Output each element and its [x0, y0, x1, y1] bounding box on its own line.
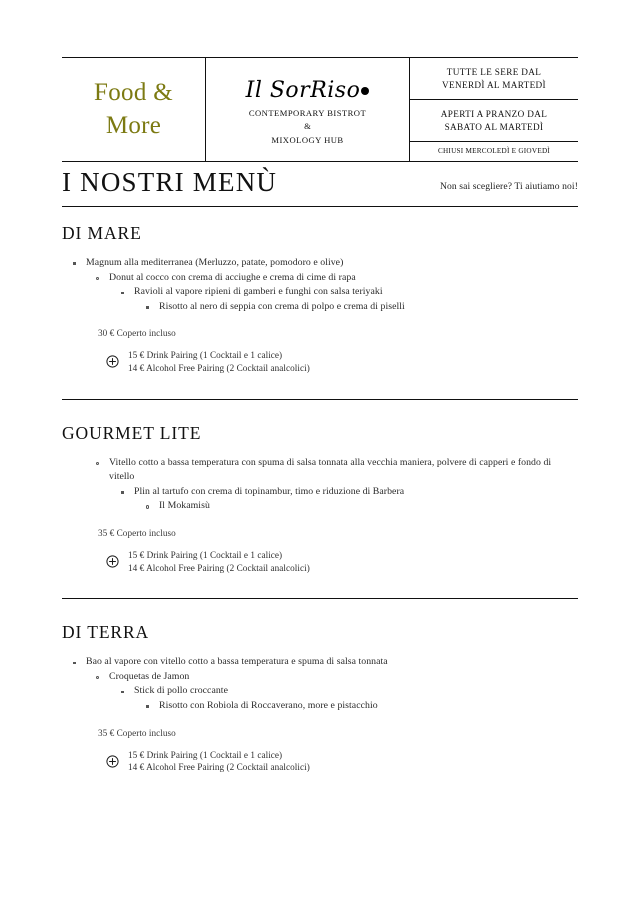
menu-item-text: Ravioli al vapore ripieni di gamberi e funghi con salsa teriyaki: [134, 286, 383, 298]
menu-item: [62, 485, 578, 500]
menu-item-text: Bao al vapore con vitello cotto a bassa temperatura e spuma di salsa tonnata: [86, 656, 388, 668]
menu-item-text: Vitello cotto a bassa temperatura con spuma di salsa tonnata alla vecchia maniera, polvere di capperi e fondo di vitello: [109, 456, 552, 483]
menu-item: [62, 670, 578, 685]
pairing-row: [98, 549, 578, 574]
menu-item-text: Magnum alla mediterranea (Merluzzo, patate, pomodoro e olive): [86, 257, 344, 268]
circled-plus-icon: [106, 755, 119, 768]
hours-lunch-line-1: APERTI A PRANZO DAL: [440, 108, 548, 119]
pairing-option: 15 € Drink Pairing (1 Cocktail e 1 calice): [128, 549, 283, 560]
logo-subtitle-line-1: CONTEMPORARY BISTROT: [248, 107, 367, 118]
section-title: GOURMET LITE: [62, 422, 202, 443]
tagline: Non sai scegliere? Ti aiutiamo noi!: [439, 181, 578, 192]
logo-script-name: [246, 78, 370, 104]
section-divider: [62, 399, 578, 400]
pairing-options: [128, 549, 310, 574]
pairing-option: 15 € Drink Pairing (1 Cocktail e 1 calice): [128, 749, 283, 760]
menu-item-list: [62, 256, 578, 314]
price-block: [62, 528, 578, 574]
hours-evening-line-1: TUTTE LE SERE DAL: [446, 66, 542, 77]
menu-item-text: Stick di pollo croccante: [134, 685, 228, 697]
hours-closed: CHIUSI MERCOLEDÌ E GIOVEDÌ: [410, 141, 578, 161]
hours-evening: [410, 58, 578, 99]
pairing-options: [128, 749, 310, 774]
page-title: I NOSTRI MENÙ: [62, 167, 278, 197]
menu-item-text: Donut al cocco con crema di acciughe e crema di cime di rapa: [109, 271, 356, 283]
pairing-option: 15 € Drink Pairing (1 Cocktail e 1 calice): [128, 350, 283, 361]
menu-item: [62, 300, 578, 315]
hours-lunch-line-2: SABATO AL MARTEDÌ: [444, 121, 544, 132]
price-block: [62, 728, 578, 774]
menu-item: [62, 285, 578, 300]
title-divider: [62, 206, 578, 207]
coperto-price: 30 € Coperto incluso: [98, 328, 176, 339]
opening-hours-box: [410, 58, 578, 161]
logo-subtitle: [249, 107, 366, 148]
circled-plus-icon: [106, 555, 119, 568]
pairing-options: [128, 349, 310, 374]
menu-sections: [62, 222, 578, 774]
pairing-row: [98, 349, 578, 374]
circled-plus-icon: [106, 355, 119, 368]
menu-item: [62, 684, 578, 699]
coperto-price: 35 € Coperto incluso: [98, 527, 176, 538]
logo-subtitle-ampersand: &: [304, 121, 311, 132]
menu-item: [62, 256, 578, 271]
section-divider: [62, 598, 578, 599]
section-title: DI TERRA: [62, 622, 150, 643]
menu-item: [62, 655, 578, 670]
hours-evening-line-2: VENERDÌ AL MARTEDÌ: [442, 79, 546, 90]
pairing-row: [98, 749, 578, 774]
logo-subtitle-line-2: MIXOLOGY HUB: [271, 134, 344, 145]
title-area: [62, 166, 578, 207]
price-block: [62, 328, 578, 374]
menu-item-text: Risotto con Robiola di Roccaverano, more e pistacchio: [159, 699, 378, 711]
menu-section: [62, 422, 578, 575]
menu-section: [62, 222, 578, 375]
menu-item: [62, 456, 578, 485]
pairing-option: 14 € Alcohol Free Pairing (2 Cocktail analcolici): [128, 562, 310, 573]
hours-lunch: [410, 99, 578, 141]
logo-script-text: Il SorRiso: [245, 77, 361, 103]
menu-header: [62, 57, 578, 162]
restaurant-logo-box: [206, 58, 410, 161]
menu-item: [62, 499, 578, 514]
brand-box: [62, 58, 206, 161]
pairing-option: 14 € Alcohol Free Pairing (2 Cocktail analcolici): [128, 362, 310, 373]
menu-item-list: [62, 456, 578, 514]
coperto-price: 35 € Coperto incluso: [98, 727, 176, 738]
menu-item-list: [62, 655, 578, 713]
brand-line-1: Food &: [94, 78, 173, 106]
pairing-option: 14 € Alcohol Free Pairing (2 Cocktail analcolici): [128, 762, 310, 773]
menu-item: [62, 271, 578, 286]
logo-dot-icon: [361, 87, 369, 95]
menu-item-text: Risotto al nero di seppia con crema di polpo e crema di piselli: [159, 300, 405, 312]
menu-item-text: Plin al tartufo con crema di topinambur, timo e riduzione di Barbera: [134, 485, 405, 497]
brand-line-2: More: [105, 111, 162, 139]
section-title: DI MARE: [62, 223, 142, 243]
menu-item-text: Croquetas de Jamon: [109, 670, 190, 682]
title-row: [62, 166, 578, 198]
menu-item-text: Il Mokamisù: [159, 500, 210, 512]
menu-item: [62, 699, 578, 714]
menu-section: [62, 621, 578, 774]
